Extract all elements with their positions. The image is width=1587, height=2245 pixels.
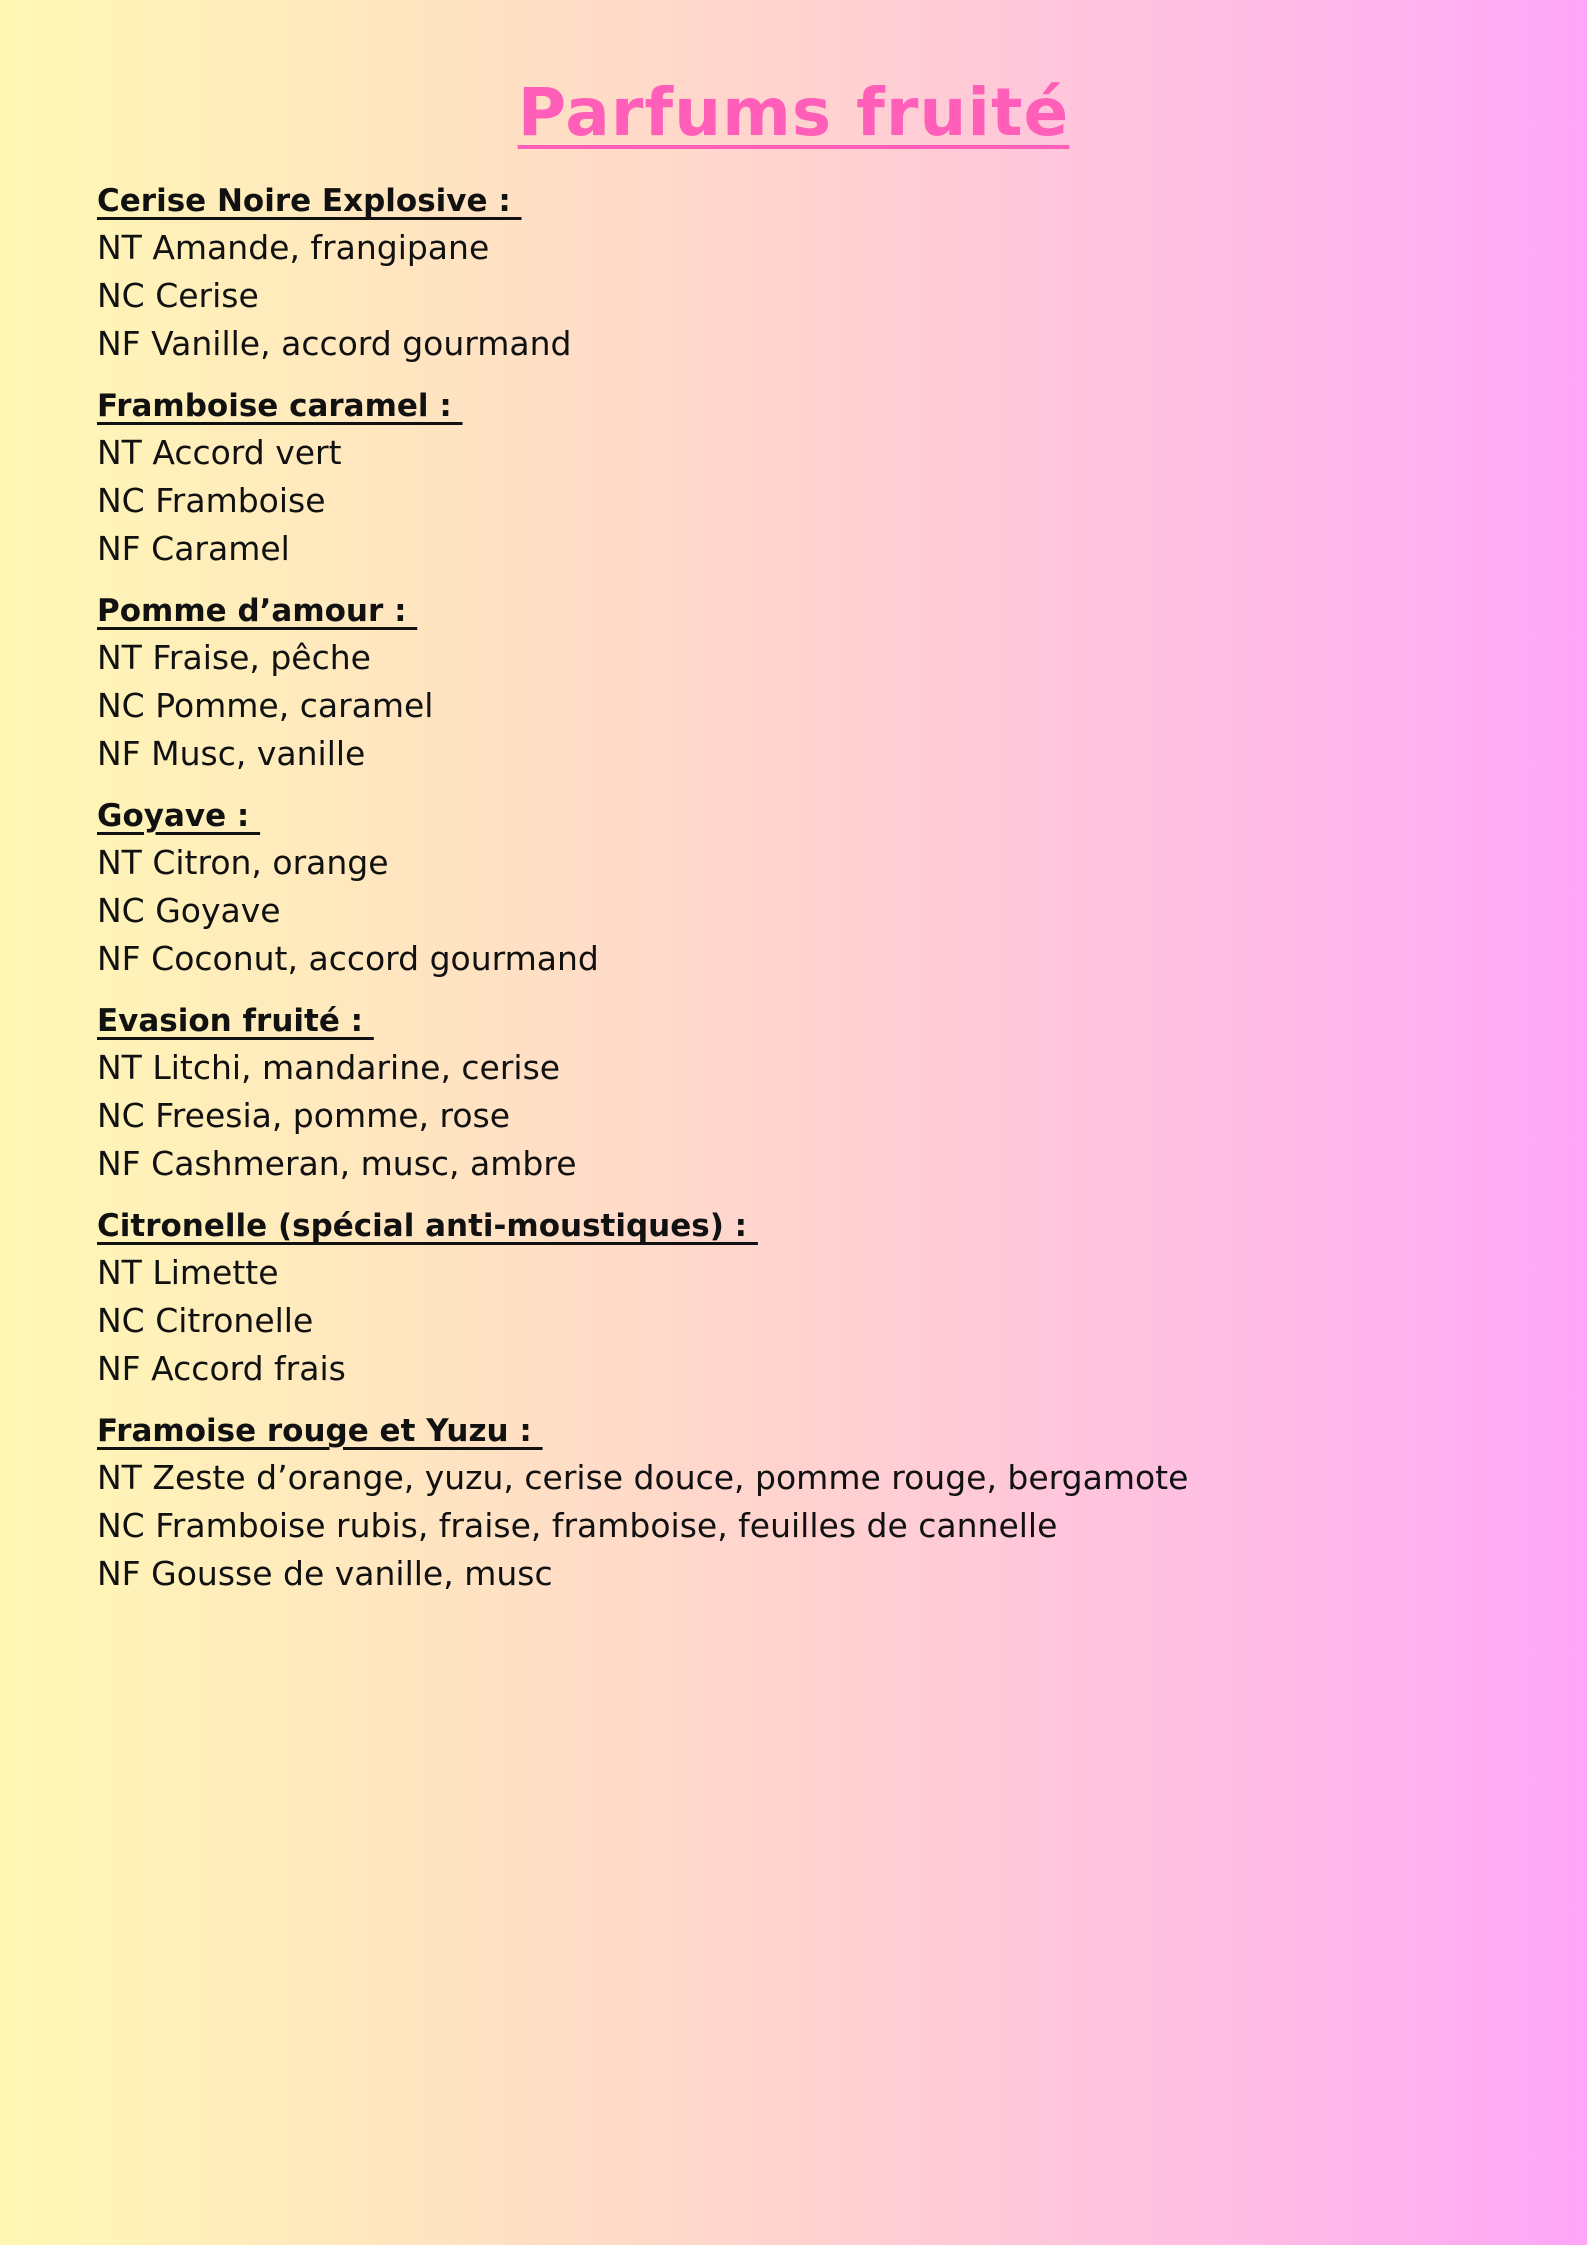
- base-notes: NF Coconut, accord gourmand: [97, 939, 599, 978]
- perfume-section: [97, 1203, 1497, 1393]
- heart-notes: NC Citronelle: [97, 1301, 314, 1340]
- top-notes: NT Accord vert: [97, 433, 342, 472]
- base-notes: NF Caramel: [97, 529, 290, 568]
- perfume-name: Pomme d’amour :: [97, 593, 418, 629]
- heart-notes: NC Framboise rubis, fraise, framboise, feuilles de cannelle: [97, 1506, 1058, 1545]
- perfume-name: Goyave :: [97, 798, 261, 834]
- perfume-section: [97, 998, 1497, 1188]
- base-notes: NF Accord frais: [97, 1349, 346, 1388]
- base-notes: NF Cashmeran, musc, ambre: [97, 1144, 577, 1183]
- perfume-name: Cerise Noire Explosive :: [97, 183, 522, 219]
- top-notes: NT Zeste d’orange, yuzu, cerise douce, pomme rouge, bergamote: [97, 1458, 1189, 1497]
- perfume-name: Framoise rouge et Yuzu :: [97, 1413, 543, 1449]
- heart-notes: NC Framboise: [97, 481, 326, 520]
- perfume-section: [97, 178, 1497, 368]
- perfume-section: [97, 383, 1497, 573]
- base-notes: NF Gousse de vanille, musc: [97, 1554, 553, 1593]
- perfume-section: [97, 588, 1497, 778]
- top-notes: NT Limette: [97, 1253, 279, 1292]
- perfume-section: [97, 793, 1497, 983]
- top-notes: NT Amande, frangipane: [97, 228, 490, 267]
- perfume-name: Framboise caramel :: [97, 388, 463, 424]
- base-notes: NF Vanille, accord gourmand: [97, 324, 572, 363]
- perfume-name: Evasion fruité :: [97, 1003, 374, 1039]
- heart-notes: NC Freesia, pomme, rose: [97, 1096, 511, 1135]
- top-notes: NT Litchi, mandarine, cerise: [97, 1048, 561, 1087]
- top-notes: NT Citron, orange: [97, 843, 389, 882]
- top-notes: NT Fraise, pêche: [97, 638, 371, 677]
- heart-notes: NC Pomme, caramel: [97, 686, 434, 725]
- base-notes: NF Musc, vanille: [97, 734, 366, 773]
- perfume-name: Citronelle (spécial anti-moustiques) :: [97, 1208, 758, 1244]
- page-title: [0, 70, 1587, 156]
- perfume-section: [97, 1408, 1497, 1598]
- heart-notes: NC Goyave: [97, 891, 281, 930]
- heart-notes: NC Cerise: [97, 276, 259, 315]
- page-title-text: Parfums fruité: [517, 74, 1070, 151]
- perfume-list: [97, 178, 1497, 1613]
